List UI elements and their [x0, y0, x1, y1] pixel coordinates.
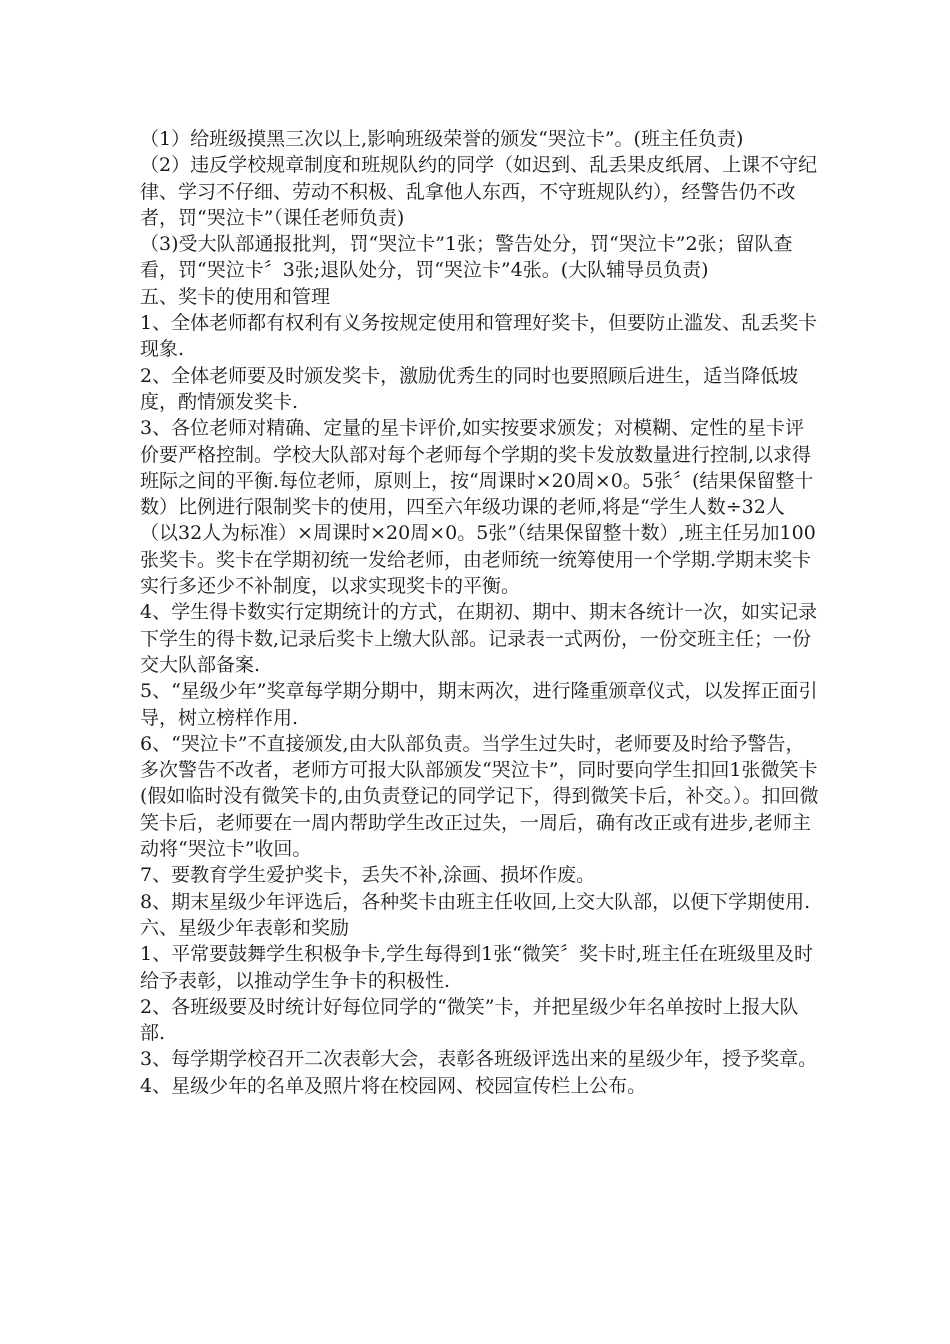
paragraph-5-6: 6、“哭泣卡”不直接颁发,由大队部负责。当学生过失时，老师要及时给予警告，多次警告不改者，老师方可报大队部颁发“哭泣卡”，同时要向学生扣回1张微笑卡(假如临时没有微笑卡的,由负责登记的同学记下，得到微笑卡后，补交。）。扣回微笑卡后，老师要在一周内帮助学生改正过失，一周后，确有改正或有进步,老师主动将“哭泣卡”收回。 — [140, 732, 819, 861]
paragraph-6-1: 1、平常要鼓舞学生积极争卡,学生每得到1张“微笑〞奖卡时,班主任在班级里及时给予表彰，以推动学生争卡的积极性. — [140, 943, 813, 992]
section-heading-6: 六、星级少年表彰和奖励 — [140, 916, 350, 939]
paragraph-penalty-3: （3)受大队部通报批判，罚“哭泣卡”1张；警告处分，罚“哭泣卡”2张；留队查看，罚“哭泣卡〞3张;退队处分，罚“哭泣卡”4张。(大队辅导员负责) — [140, 233, 793, 282]
paragraph-5-3: 3、各位老师对精确、定量的星卡评价,如实按要求颁发；对模糊、定性的星卡评价要严格控制。学校大队部对每个老师每个学期的奖卡发放数量进行控制,以求得班际之间的平衡.每位老师，原则上，按“周课时×20周×0。5张〞(结果保留整十数）比例进行限制奖卡的使用，四至六年级功课的老师,将是“学生人数÷32人（以32人为标准）×周课时×20周×0。5张”（结果保留整十数）,班主任另加100张奖卡。奖卡在学期初统一发给老师，由老师统一统筹使用一个学期.学期末奖卡实行多还少不补制度，以求实现奖卡的平衡。 — [140, 417, 816, 598]
document-body — [140, 126, 820, 1099]
paragraph-5-1: 1、全体老师都有权利有义务按规定使用和管理好奖卡，但要防止滥发、乱丢奖卡现象. — [140, 312, 818, 361]
paragraph-5-5: 5、“星级少年”奖章每学期分期中，期末两次，进行隆重颁章仪式，以发挥正面引导，树立榜样作用. — [140, 680, 818, 729]
paragraph-5-4: 4、学生得卡数实行定期统计的方式，在期初、期中、期末各统计一次，如实记录下学生的得卡数,记录后奖卡上缴大队部。记录表一式两份，一份交班主任；一份交大队部备案. — [140, 601, 818, 676]
paragraph-6-3: 3、每学期学校召开二次表彰大会，表彰各班级评选出来的星级少年，授予奖章。 — [140, 1048, 818, 1071]
paragraph-penalty-1: （1）给班级摸黑三次以上,影响班级荣誉的颁发“哭泣卡”。(班主任负责) — [140, 128, 744, 150]
paragraph-5-7: 7、要教育学生爱护奖卡，丢失不补,涂画、损坏作废。 — [140, 864, 596, 887]
paragraph-5-8: 8、期末星级少年评选后，各种奖卡由班主任收回,上交大队部，以便下学期使用. — [140, 890, 811, 913]
paragraph-5-2: 2、全体老师要及时颁发奖卡，激励优秀生的同时也要照顾后进生，适当降低坡度，酌情颁发奖卡. — [140, 364, 799, 413]
paragraph-6-4: 4、星级少年的名单及照片将在校园网、校园宣传栏上公布。 — [140, 1074, 647, 1097]
section-heading-5: 五、奖卡的使用和管理 — [140, 285, 331, 308]
paragraph-6-2: 2、各班级要及时统计好每位同学的“微笑”卡，并把星级少年名单按时上报大队部. — [140, 995, 799, 1045]
paragraph-penalty-2: （2）违反学校规章制度和班规队约的同学（如迟到、乱丢果皮纸屑、上课不守纪律、学习不仔细、劳动不积极、乱拿他人东西，不守班规队约），经警告仍不改者，罚“哭泣卡”（课任老师负责) — [140, 154, 818, 229]
